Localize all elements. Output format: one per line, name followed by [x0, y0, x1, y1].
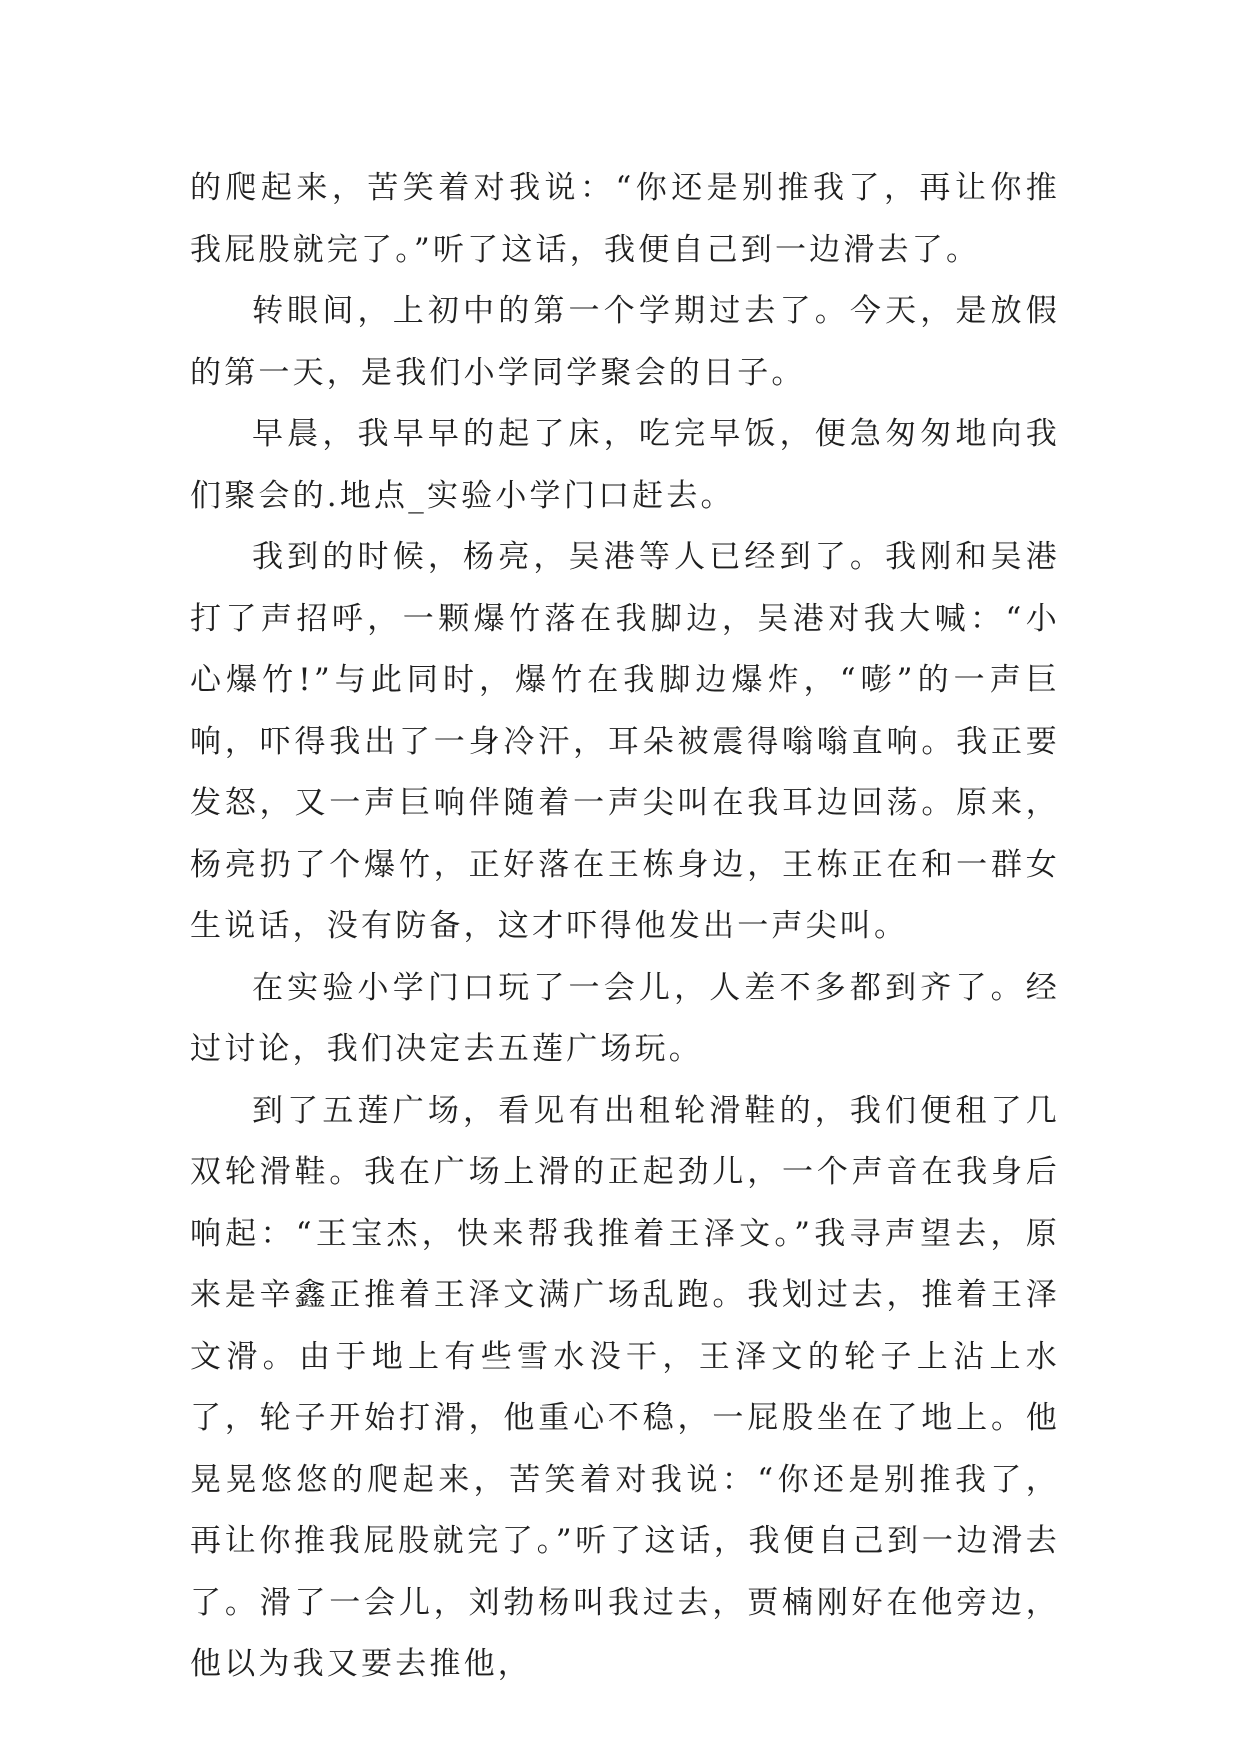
paragraph: 我到的时候，杨亮，吴港等人已经到了。我刚和吴港打了声招呼，一颗爆竹落在我脚边，吴港对我大喊：“小心爆竹!”与此同时，爆竹在我脚边爆炸，“嘭”的一声巨响，吓得我出了一身冷汗，耳朵被震得嗡嗡直响。我正要发怒，又一声巨响伴随着一声尖叫在我耳边回荡。原来，杨亮扔了个爆竹，正好落在王栋身边，王栋正在和一群女生说话，没有防备，这才吓得他发出一声尖叫。	[190, 539, 1060, 944]
paragraph: 在实验小学门口玩了一会儿，人差不多都到齐了。经过讨论，我们决定去五莲广场玩。	[190, 969, 1060, 1067]
paragraph-continuation: 的爬起来，苦笑着对我说：“你还是别推我了，再让你推我屁股就完了。”听了这话，我便自己到一边滑去了。	[190, 170, 1060, 268]
paragraph: 早晨，我早早的起了床，吃完早饭，便急匆匆地向我们聚会的.地点_实验小学门口赶去。	[190, 416, 1060, 514]
document-body	[190, 158, 1060, 1696]
paragraph: 到了五莲广场，看见有出租轮滑鞋的，我们便租了几双轮滑鞋。我在广场上滑的正起劲儿，一个声音在我身后响起：“王宝杰，快来帮我推着王泽文。”我寻声望去，原来是辛鑫正推着王泽文满广场乱跑。我划过去，推着王泽文滑。由于地上有些雪水没干，王泽文的轮子上沾上水了，轮子开始打滑，他重心不稳，一屁股坐在了地上。他晃晃悠悠的爬起来，苦笑着对我说：“你还是别推我了，再让你推我屁股就完了。”听了这话，我便自己到一边滑去了。滑了一会儿，刘勃杨叫我过去，贾楠刚好在他旁边，他以为我又要去推他，	[190, 1092, 1060, 1682]
paragraph: 转眼间，上初中的第一个学期过去了。今天，是放假的第一天，是我们小学同学聚会的日子。	[190, 293, 1060, 391]
